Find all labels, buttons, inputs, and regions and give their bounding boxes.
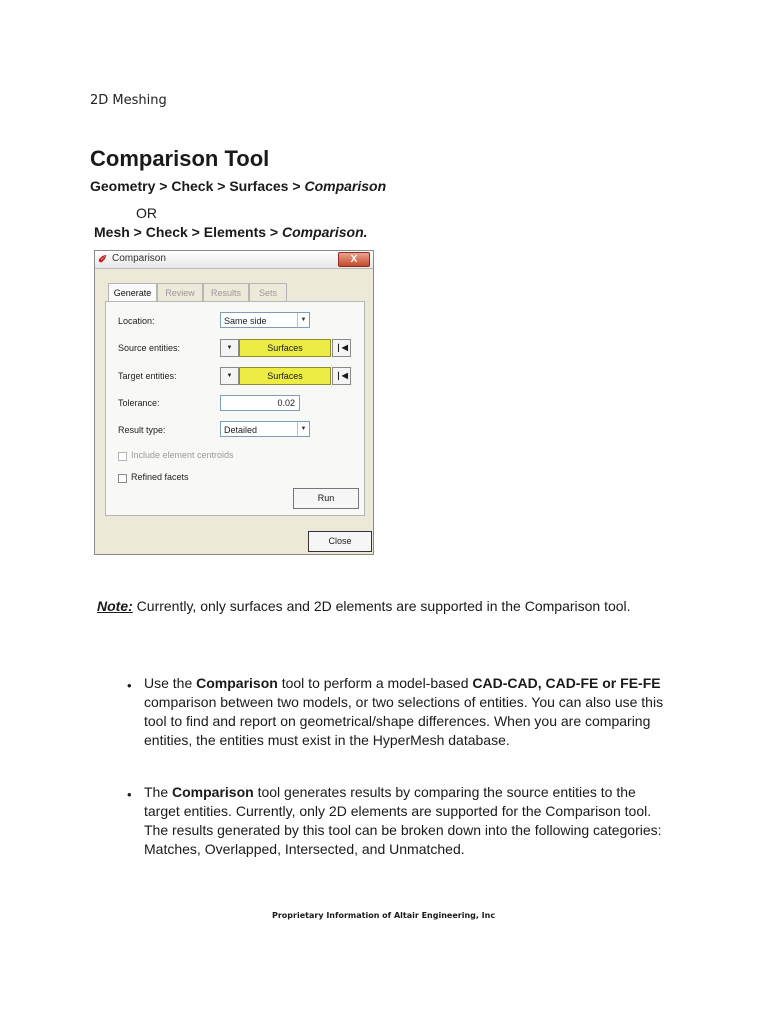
tab-sets[interactable]: Sets [249, 283, 287, 302]
text-run: The [144, 784, 173, 800]
tab-generate[interactable]: Generate [108, 283, 157, 303]
path-item: Elements [203, 224, 267, 240]
path-item-final: Comparison. [281, 224, 368, 240]
note-label: Note: [97, 598, 133, 614]
page-header: 2D Meshing [90, 93, 167, 108]
comparison-dialog [94, 250, 374, 555]
tolerance-input[interactable]: 0.02 [220, 395, 300, 411]
page-footer: Proprietary Information of Altair Engineering, Inc [272, 911, 496, 920]
source-type-dropdown[interactable] [220, 339, 239, 357]
path-item: Mesh [94, 224, 130, 240]
bullet-paragraph-2 [144, 783, 664, 859]
tolerance-label: Tolerance: [118, 398, 160, 408]
path-separator: > [213, 178, 230, 194]
chevron-down-icon: ▼ [226, 373, 233, 379]
include-centroids-label: Include element centroids [131, 450, 234, 460]
menu-path-mesh [94, 224, 368, 240]
result-type-label: Result type: [118, 425, 166, 435]
dialog-titlebar [95, 251, 373, 269]
run-button[interactable]: Run [293, 488, 359, 509]
path-item: Check [145, 224, 188, 240]
text-run: comparison between two models, or two selections of entities. You can also use this tool to find and report on geometrical/shape differences. When you are comparing entities, the entities must exist in the HyperMesh database. [144, 694, 664, 748]
target-entities-button[interactable]: Surfaces [239, 367, 331, 385]
result-type-select[interactable] [220, 421, 310, 437]
path-separator: > [187, 224, 204, 240]
generate-panel [105, 301, 365, 516]
menu-path-geometry [90, 178, 386, 194]
chevron-down-icon: ▼ [297, 313, 309, 327]
location-select[interactable] [220, 312, 310, 328]
path-separator: > [266, 224, 282, 240]
path-item-final: Comparison [304, 178, 387, 194]
app-logo-icon: ✐ [98, 254, 108, 266]
source-reset-icon[interactable]: ❘◀ [332, 339, 351, 357]
note-text: Currently, only surfaces and 2D elements are supported in the Comparison tool. [132, 598, 631, 614]
location-value: Same side [224, 316, 267, 326]
tab-review[interactable]: Review [157, 283, 203, 302]
path-item: Geometry [90, 178, 156, 194]
bold-text: Comparison [196, 675, 278, 691]
chevron-down-icon: ▼ [297, 422, 309, 436]
close-button[interactable]: Close [308, 531, 372, 552]
include-centroids-checkbox[interactable] [118, 452, 127, 461]
target-type-dropdown[interactable] [220, 367, 239, 385]
text-run: Use the [144, 675, 197, 691]
note-paragraph [97, 598, 631, 614]
path-separator: > [288, 178, 305, 194]
tab-results[interactable]: Results [203, 283, 249, 302]
text-run: tool generates results by comparing the source entities to the target entities. Currently, only 2D elements are supported for the Comparison tool. The results generated by this tool can be broken down into the following categories: Matches, Overlapped, Intersected, and Unmatched. [144, 784, 662, 857]
source-entities-label: Source entities: [118, 343, 181, 353]
bullet-paragraph-1 [144, 674, 664, 750]
path-separator: > [129, 224, 146, 240]
path-separator: > [155, 178, 172, 194]
bullet-icon: • [127, 678, 132, 693]
or-text: OR [136, 205, 157, 221]
bullet-icon: • [127, 787, 132, 802]
close-icon[interactable]: X [338, 252, 370, 267]
text-run: tool to perform a model-based [277, 675, 473, 691]
chevron-down-icon: ▼ [226, 345, 233, 351]
target-reset-icon[interactable]: ❘◀ [332, 367, 351, 385]
path-item: Surfaces [229, 178, 289, 194]
bold-text: Comparison [172, 784, 254, 800]
location-label: Location: [118, 316, 155, 326]
refined-facets-label: Refined facets [131, 472, 189, 482]
source-entities-button[interactable]: Surfaces [239, 339, 331, 357]
result-type-value: Detailed [224, 425, 258, 435]
refined-facets-checkbox[interactable] [118, 474, 127, 483]
target-entities-label: Target entities: [118, 371, 177, 381]
page-title: Comparison Tool [90, 146, 270, 171]
dialog-title: Comparison [112, 253, 166, 264]
path-item: Check [171, 178, 214, 194]
bold-text: CAD-CAD, CAD-FE or FE-FE [472, 675, 661, 691]
